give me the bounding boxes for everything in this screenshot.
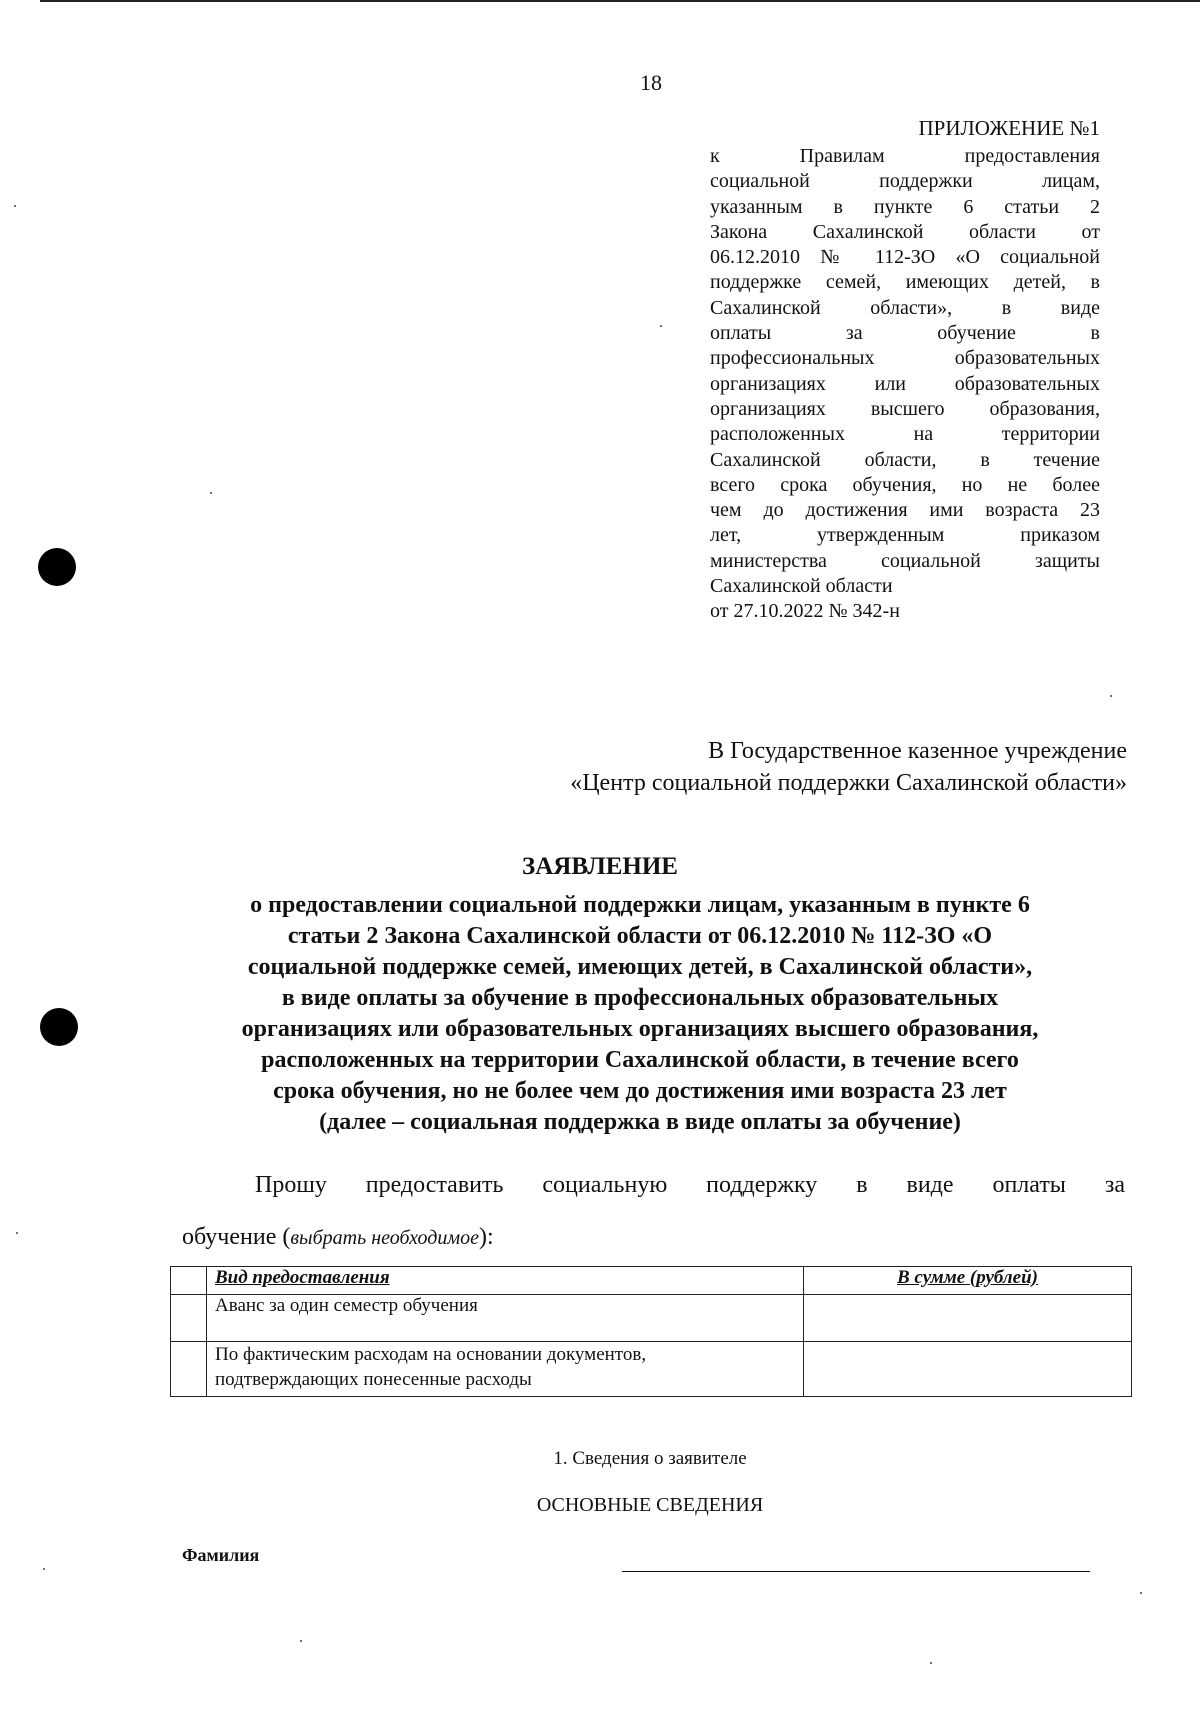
option-kind-line: По фактическим расходам на основании документов,	[215, 1344, 647, 1365]
addressee-line: «Центр социальной поддержки Сахалинской области»	[570, 770, 1127, 796]
appendix-line: организациях или образовательных	[710, 372, 1100, 395]
appendix-line: Сахалинской области», в виде	[710, 296, 1100, 319]
subtitle-line: (далее – социальная поддержка в виде оплаты за обучение)	[319, 1109, 961, 1135]
header-check-cell	[171, 1267, 207, 1295]
option-amount-actual-field[interactable]	[804, 1342, 1132, 1397]
request-text: Прошу предоставить социальную поддержку в виде оплаты за	[255, 1172, 1125, 1198]
section-subheading: ОСНОВНЫЕ СВЕДЕНИЯ	[536, 1494, 764, 1516]
option-checkbox-advance[interactable]	[171, 1295, 207, 1342]
scan-speck	[1110, 695, 1112, 697]
subtitle-line: статьи 2 Закона Сахалинской области от 06.12.2010 № 112-ЗО «О	[287, 923, 993, 949]
request-suffix: ):	[479, 1224, 494, 1250]
section-heading: 1. Сведения о заявителе	[553, 1448, 747, 1469]
scan-speck	[930, 1662, 932, 1664]
appendix-line: 06.12.2010 № 112-ЗО «О социальной	[710, 246, 1100, 269]
appendix-line: министерства социальной защиты	[710, 549, 1100, 572]
option-checkbox-actual[interactable]	[171, 1342, 207, 1397]
option-kind-actual	[207, 1342, 804, 1397]
table-header-row	[171, 1267, 1132, 1295]
appendix-line: поддержке семей, имеющих детей, в	[710, 271, 1100, 294]
support-options-table	[170, 1266, 1132, 1397]
option-amount-advance-field[interactable]	[804, 1295, 1132, 1342]
scan-speck	[16, 1232, 18, 1234]
appendix-line: чем до достижения ими возраста 23	[710, 499, 1100, 522]
appendix-line: социальной поддержки лицам,	[710, 170, 1100, 193]
appendix-line: Сахалинской области	[710, 575, 893, 598]
appendix-text	[710, 144, 1100, 625]
scan-speck	[1140, 1592, 1142, 1594]
scan-speck	[660, 325, 662, 327]
appendix-line: Сахалинской области, в течение	[710, 448, 1100, 471]
appendix-line: всего срока обучения, но не более	[710, 473, 1100, 496]
request-prefix: обучение (	[182, 1224, 291, 1250]
document-title: ЗАЯВЛЕНИЕ	[522, 853, 678, 880]
scan-speck	[14, 205, 16, 207]
option-kind-line: подтверждающих понесенные расходы	[215, 1369, 532, 1390]
punch-hole	[40, 1008, 78, 1046]
appendix-line: от 27.10.2022 № 342-н	[710, 600, 900, 623]
request-text-continued	[182, 1224, 494, 1251]
appendix-line: профессиональных образовательных	[710, 347, 1100, 370]
top-border-line	[40, 0, 1200, 2]
appendix-line: лет, утвержденным приказом	[710, 524, 1100, 547]
appendix-title: ПРИЛОЖЕНИЕ №1	[918, 116, 1100, 140]
request-hint: выбрать необходимое	[290, 1227, 479, 1249]
subtitle-line: организациях или образовательных организациях высшего образования,	[241, 1016, 1039, 1042]
punch-hole	[38, 548, 76, 586]
appendix-line: к Правилам предоставления	[710, 145, 1100, 167]
scan-speck	[300, 1640, 302, 1642]
appendix-line: организациях высшего образования,	[710, 397, 1100, 420]
header-amount: В сумме (рублей)	[804, 1267, 1132, 1295]
subtitle-line: срока обучения, но не более чем до достижения ими возраста 23 лет	[273, 1078, 1007, 1104]
surname-field[interactable]	[622, 1571, 1090, 1572]
subtitle-line: расположенных на территории Сахалинской области, в течение всего	[261, 1047, 1019, 1073]
surname-label: Фамилия	[182, 1545, 260, 1565]
addressee	[570, 735, 1127, 799]
subtitle-line: о предоставлении социальной поддержки лицам, указанным в пункте 6	[250, 892, 1030, 918]
addressee-line: В Государственное казенное учреждение	[708, 738, 1127, 764]
document-subtitle	[160, 890, 1120, 1138]
page-number: 18	[640, 70, 662, 95]
table-row	[171, 1295, 1132, 1342]
appendix-line: указанным в пункте 6 статьи 2	[710, 195, 1100, 218]
header-kind: Вид предоставления	[207, 1267, 804, 1295]
appendix-line: оплаты за обучение в	[710, 322, 1100, 345]
scan-speck	[43, 1568, 45, 1570]
table-row	[171, 1342, 1132, 1397]
appendix-line: расположенных на территории	[710, 423, 1100, 446]
appendix-line: Закона Сахалинской области от	[710, 220, 1100, 243]
scan-speck	[210, 492, 212, 494]
subtitle-line: социальной поддержке семей, имеющих детей, в Сахалинской области»,	[247, 954, 1033, 980]
subtitle-line: в виде оплаты за обучение в профессиональных образовательных	[281, 985, 999, 1011]
option-kind-advance: Аванс за один семестр обучения	[207, 1295, 804, 1342]
